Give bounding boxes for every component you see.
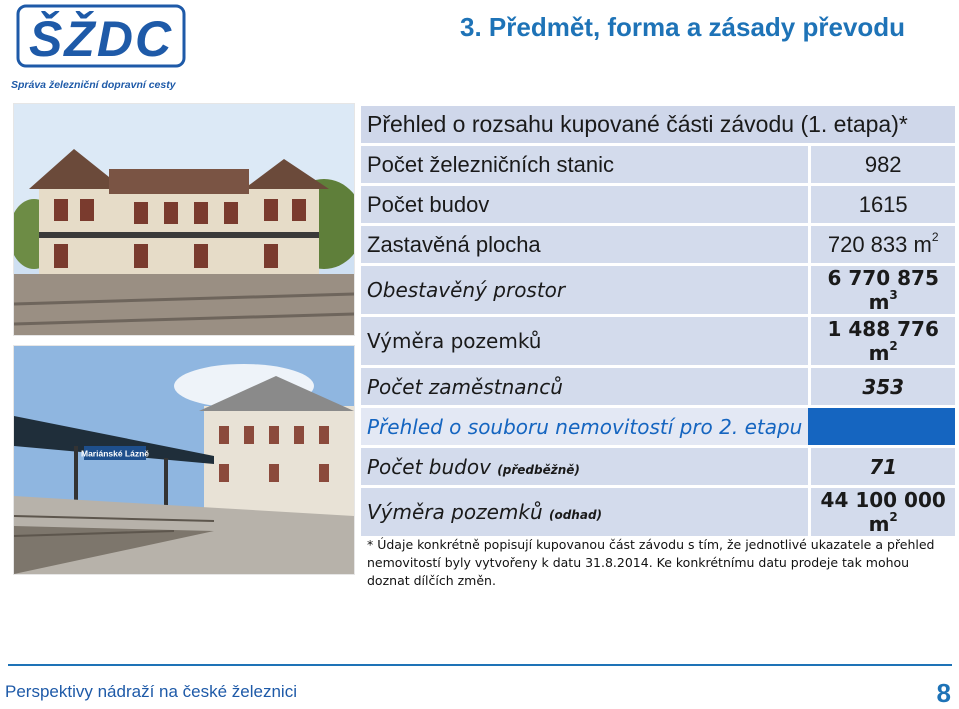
footer-divider xyxy=(8,664,952,666)
row-label-text: Výměra pozemků xyxy=(367,500,543,524)
stage2-heading-row xyxy=(361,408,955,445)
stage2-heading: Přehled o souboru nemovitostí pro 2. etapu xyxy=(361,408,808,445)
overview-table xyxy=(361,103,955,539)
table-row xyxy=(361,186,955,223)
platform-photo xyxy=(13,345,355,575)
unit-exponent: 2 xyxy=(889,510,898,525)
logo-mark-text: ŠŽDC xyxy=(28,11,174,67)
row-value xyxy=(808,146,955,183)
row-label: Počet budov xyxy=(361,186,808,223)
footnote: * Údaje konkrétně popisují kupovanou část závodu s tím, že jednotlivé ukazatele a přehled nemovitostí byly vytvořeny k datu 31.8.2014. Ke konkrétnímu datu prodeje tak mohou doznat dílčích změn. xyxy=(367,537,935,588)
table-row xyxy=(361,226,955,263)
row-label: Počet železničních stanic xyxy=(361,146,808,183)
stage2-heading-bar xyxy=(808,408,955,445)
station-sign-text: Mariánské Lázně xyxy=(80,448,150,459)
table-row xyxy=(361,368,955,405)
logo-subtitle: Správa železniční dopravní cesty xyxy=(11,79,176,91)
row-value-number: 44 100 000 m xyxy=(820,488,946,536)
page-number: 8 xyxy=(936,678,951,708)
row-value xyxy=(808,317,955,365)
unit-exponent: 3 xyxy=(889,288,898,303)
row-value xyxy=(808,226,955,263)
szdc-logo xyxy=(8,2,178,92)
row-value-number: 6 770 875 m xyxy=(827,266,939,314)
row-value-number: 353 xyxy=(862,374,905,399)
table-row xyxy=(361,317,955,365)
row-value xyxy=(808,266,955,314)
row-label-text: Počet budov xyxy=(367,454,491,479)
station-building-photo xyxy=(13,103,355,336)
row-label: Počet zaměstnanců xyxy=(361,368,808,405)
row-label: Zastavěná plocha xyxy=(361,226,808,263)
row-qualifier: (předběžně) xyxy=(497,462,580,477)
table-heading: Přehled o rozsahu kupované části závodu (1. etapa)* xyxy=(361,106,955,143)
table-row xyxy=(361,266,955,314)
row-value-number: 71 xyxy=(869,454,898,479)
row-label xyxy=(361,488,808,536)
table-row xyxy=(361,146,955,183)
table-row xyxy=(361,488,955,536)
row-label: Výměra pozemků xyxy=(361,317,808,365)
row-qualifier: (odhad) xyxy=(548,508,603,522)
row-value-number: 982 xyxy=(864,151,902,177)
row-value xyxy=(808,186,955,223)
row-value xyxy=(808,368,955,405)
table-heading-row xyxy=(361,106,955,143)
row-value-number: 1615 xyxy=(858,191,908,217)
row-label xyxy=(361,448,808,485)
page-title: 3. Předmět, forma a zásady převodu xyxy=(460,12,906,42)
row-value-number: 720 833 m xyxy=(827,231,932,257)
row-value xyxy=(808,448,955,485)
szdc-logo-mark xyxy=(16,2,186,70)
table-row xyxy=(361,448,955,485)
footer-text: Perspektivy nádraží na české železnici xyxy=(5,682,297,701)
row-value xyxy=(808,488,955,536)
unit-exponent: 2 xyxy=(931,230,939,245)
row-value-number: 1 488 776 m xyxy=(827,317,939,365)
row-label: Obestavěný prostor xyxy=(361,266,808,314)
unit-exponent: 2 xyxy=(889,339,898,354)
